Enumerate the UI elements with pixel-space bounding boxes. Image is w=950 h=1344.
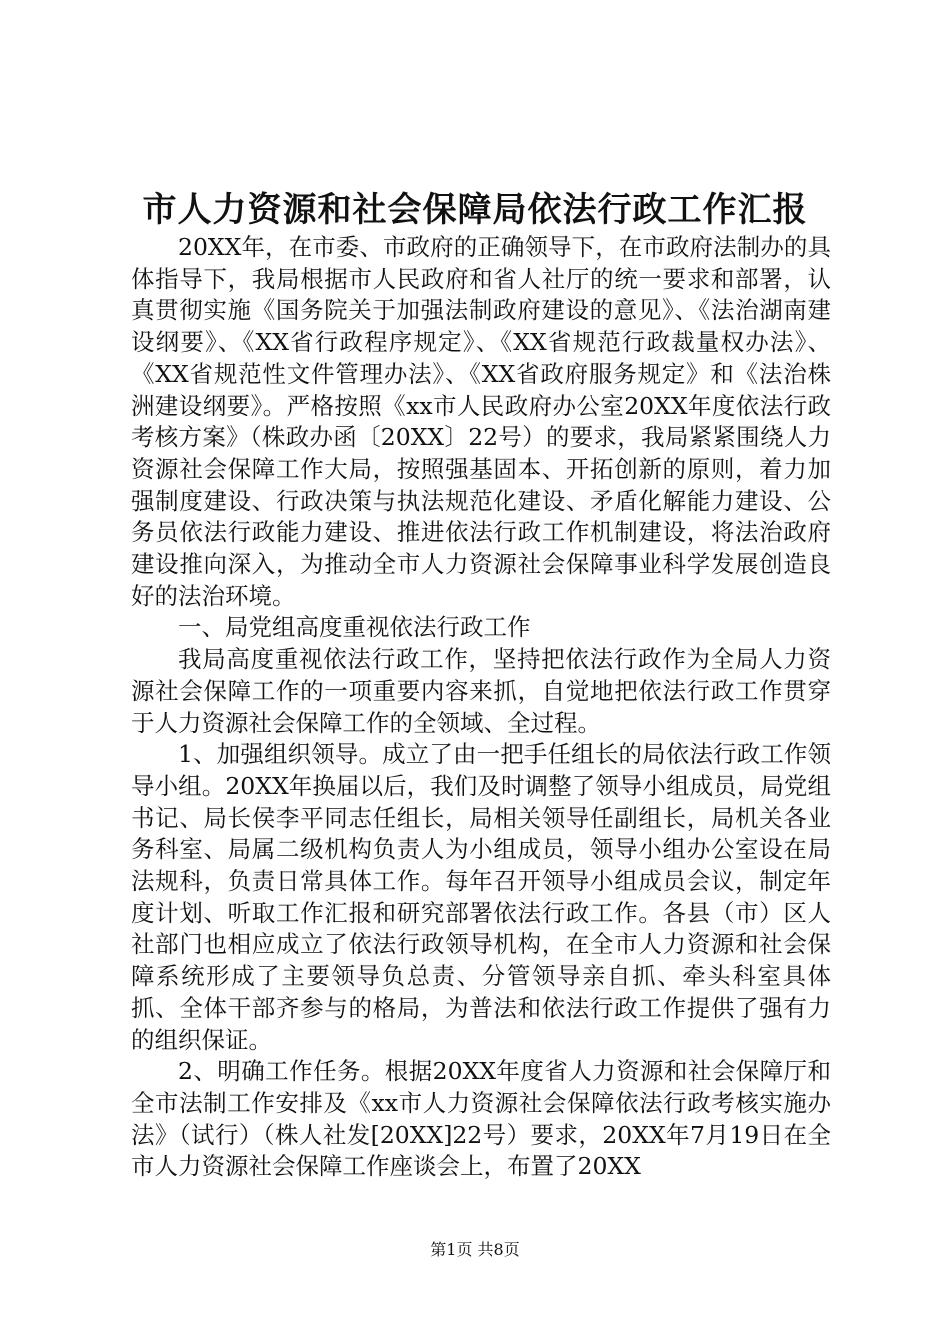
paragraph-item-1: 1、加强组织领导。成立了由一把手任组长的局依法行政工作领导小组。20XX年换届以后，我们及时调整了领导小组成员，局党组书记、局长侯李平同志任组长，局相关领导任副组长，局机关各业务科室、局属二级机构负责人为小组成员，领导小组办公室设在局法规科，负责日常具体工作。每年召开领导小组成员会议，制定年度计划、听取工作汇报和研究部署依法行政工作。各县（市）区人社部门也相应成立了依法行政领导机构，在全市人力资源和社会保障系统形成了主要领导负总责、分管领导亲自抓、牵头科室具体抓、全体干部齐参与的格局，为普法和依法行政工作提供了强有力的组织保证。 [131, 740, 831, 1054]
page-number-footer: 第1页 共8页 [430, 1240, 520, 1259]
document-title: 市人力资源和社会保障局依法行政工作汇报 [142, 190, 808, 230]
section-heading-1: 一、局党组高度重视依法行政工作 [178, 613, 531, 642]
paragraph-intro: 20XX年，在市委、市政府的正确领导下，在市政府法制办的具体指导下，我局根据市人民政府和省人社厅的统一要求和部署，认真贯彻实施《国务院关于加强法制政府建设的意见》、《法治湖南建设纲要》、《XX省行政程序规定》、《XX省规范行政裁量权办法》、《XX省规范性文件管理办法》、《XX省政府服务规定》和《法治株洲建设纲要》。严格按照《xx市人民政府办公室20XX年度依法行政考核方案》（株政办函〔20XX〕22号）的要求，我局紧紧围绕人力资源社会保障工作大局，按照强基固本、开拓创新的原则，着力加强制度建设、行政决策与执法规范化建设、矛盾化解能力建设、公务员依法行政能力建设、推进依法行政工作机制建设，将法治政府建设推向深入，为推动全市人力资源社会保障事业科学发展创造良好的法治环境。 [131, 233, 831, 610]
paragraph-section-1: 我局高度重视依法行政工作，坚持把依法行政作为全局人力资源社会保障工作的一项重要内容来抓，自觉地把依法行政工作贯穿于人力资源社会保障工作的全领域、全过程。 [131, 645, 831, 737]
paragraph-item-2: 2、明确工作任务。根据20XX年度省人力资源和社会保障厅和全市法制工作安排及《xx市人力资源社会保障依法行政考核实施办法》（试行）（株人社发[20XX]22号）要求，20XX年7月19日在全市人力资源社会保障工作座谈会上，布置了20XX [131, 1057, 831, 1181]
document-body [131, 232, 831, 1183]
